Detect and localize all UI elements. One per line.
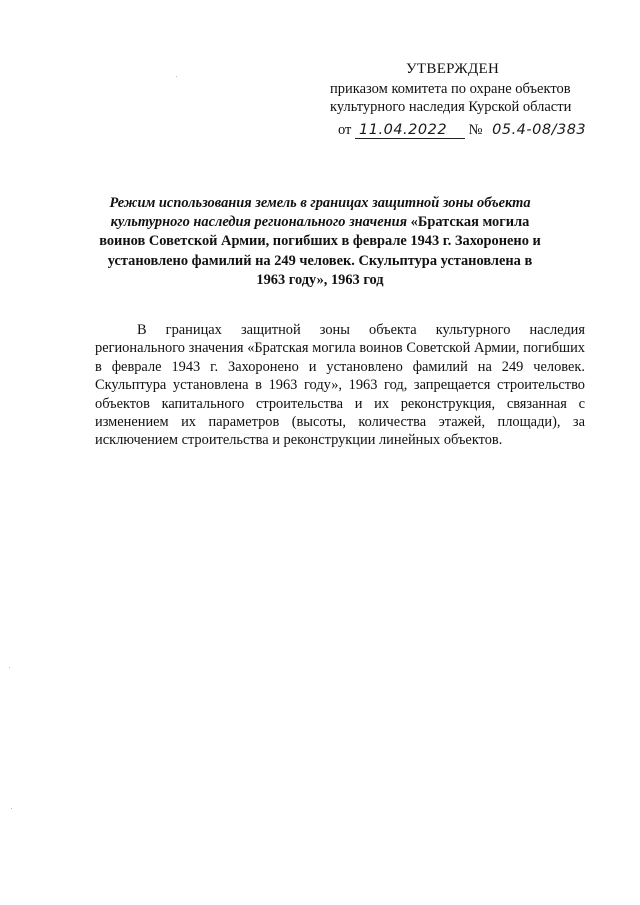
approval-stamp bbox=[330, 58, 610, 140]
body-paragraph: В границах защитной зоны объекта культурного наследия регионального значения «Братская могила воинов Советской Армии, погибших в феврале 1943 г. Захоронено и установлено фамилий на 249 человек. Скульптура установлена в 1963 году», 1963 год, запрещается строительство объектов капитального строительства и их реконструкция, связанная с изменением их параметров (высоты, количества этажей, площади), за исключением строительства и реконструкции линейных объектов. bbox=[95, 322, 585, 449]
handwritten-date: 11.04.2022 bbox=[355, 122, 465, 139]
approval-line-1: приказом комитета по охране объектов bbox=[330, 81, 571, 97]
title-italic-part: Режим использования земель в границах защитной зоны объекта культурного наследия регионального значения bbox=[109, 195, 531, 231]
scan-speck bbox=[9, 667, 10, 668]
approval-date-number-line bbox=[338, 120, 610, 140]
approval-heading: УТВЕРЖДЕН bbox=[406, 61, 500, 77]
date-prefix: от bbox=[338, 122, 352, 138]
number-prefix: № bbox=[468, 122, 483, 138]
approval-line-2: культурного наследия Курской области bbox=[330, 99, 572, 115]
handwritten-number: 05.4-08/383 bbox=[492, 122, 587, 138]
scan-speck bbox=[176, 76, 177, 77]
document-title bbox=[95, 194, 545, 290]
scan-speck bbox=[11, 808, 12, 809]
title-rest-part: «Братская могила воинов Советской Армии, погибших в феврале 1943 г. Захоронено и установлено фамилий на 249 человек. Скульптура установлена в 1963 году», 1963 год bbox=[99, 214, 541, 288]
